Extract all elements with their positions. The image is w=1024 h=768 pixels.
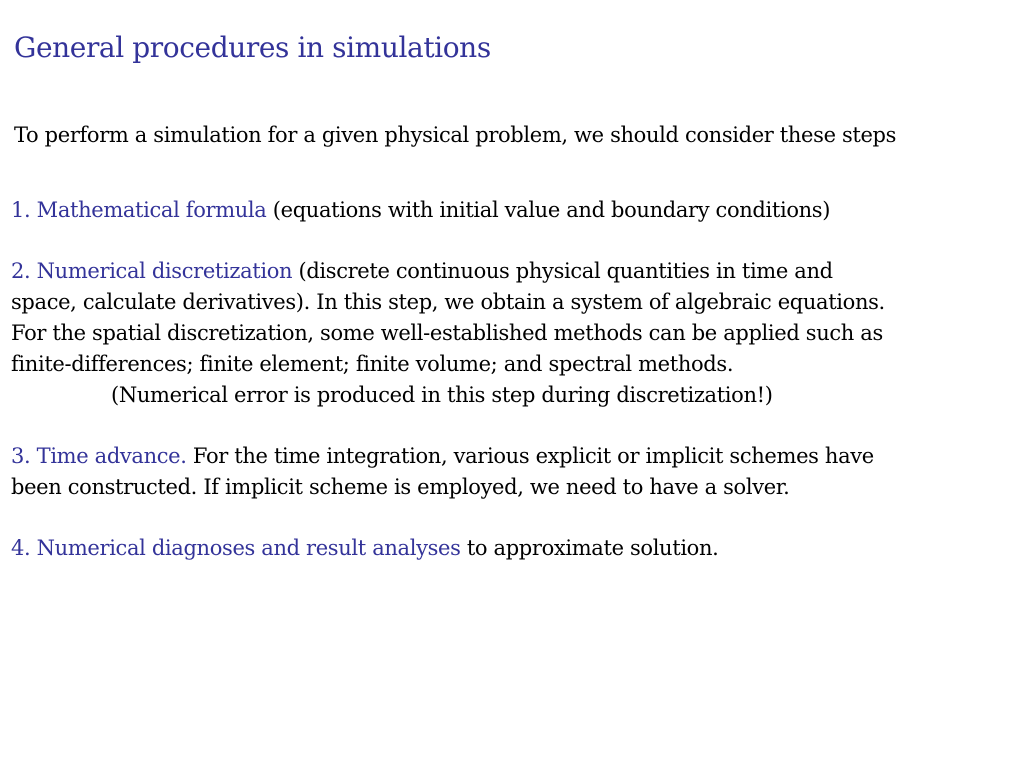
slide-title: General procedures in simulations	[14, 31, 491, 64]
step-time-advance	[11, 441, 1019, 503]
step-line: For the spatial discretization, some well-established methods can be applied such as	[11, 321, 883, 345]
step-line	[11, 256, 1019, 287]
step-line	[11, 441, 1019, 472]
step-heading: 1. Mathematical formula	[11, 198, 267, 222]
discretization-error-note: (Numerical error is produced in this step during discretization!)	[111, 383, 773, 407]
step-text: to approximate solution.	[460, 536, 719, 560]
step-heading: 3. Time advance.	[11, 444, 187, 468]
step-numerical-diagnoses	[11, 533, 1019, 564]
step-mathematical-formula	[11, 195, 1019, 226]
intro-text: To perform a simulation for a given physical problem, we should consider these steps	[14, 123, 897, 147]
step-line: finite-differences; finite element; finite volume; and spectral methods.	[11, 352, 734, 376]
step-line: space, calculate derivatives). In this step, we obtain a system of algebraic equations.	[11, 290, 885, 314]
step-text: (equations with initial value and boundary conditions)	[266, 198, 831, 222]
step-heading: 2. Numerical discretization	[11, 259, 293, 283]
step-text: (discrete continuous physical quantities in time and	[292, 259, 833, 283]
step-text: For the time integration, various explicit or implicit schemes have	[186, 444, 874, 468]
step-line: been constructed. If implicit scheme is employed, we need to have a solver.	[11, 475, 790, 499]
step-heading: 4. Numerical diagnoses and result analyses	[11, 536, 461, 560]
step-numerical-discretization	[11, 256, 1019, 411]
